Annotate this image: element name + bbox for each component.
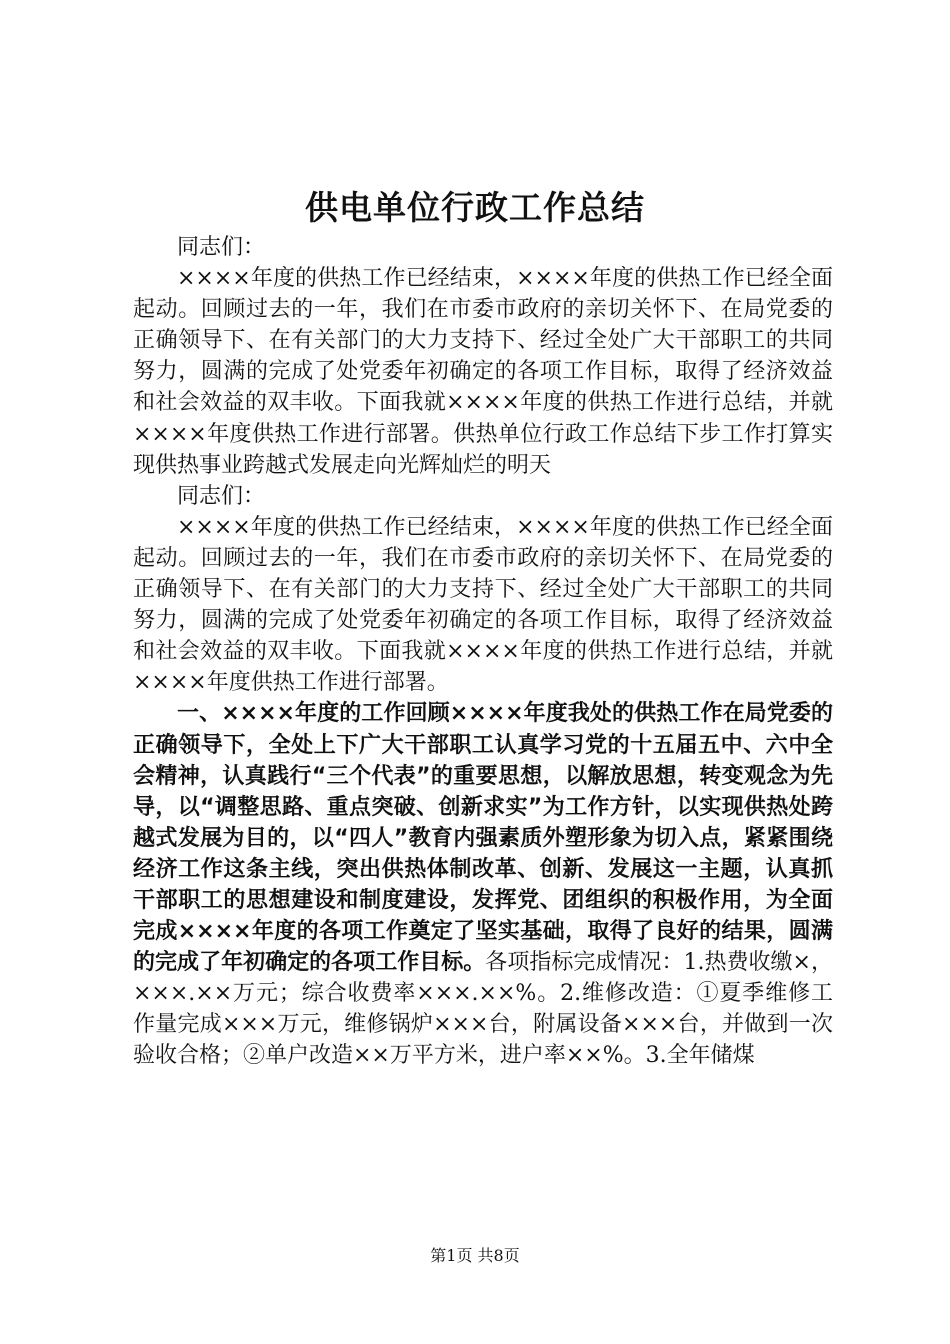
section-1-paragraph	[133, 698, 833, 1071]
paragraph-2: ××××年度的供热工作已经结束，××××年度的供热工作已经全面起动。回顾过去的一年，我们在市委市政府的亲切关怀下、在局党委的正确领导下、在有关部门的大力支持下、经过全处广大干部职工的共同努力，圆满的完成了处党委年初确定的各项工作目标，取得了经济效益和社会效益的双丰收。下面我就××××年度的供热工作进行总结，并就××××年度供热工作进行部署。	[133, 514, 833, 696]
document-body	[133, 232, 833, 1072]
page-title: 供电单位行政工作总结	[305, 188, 645, 227]
salutation-1: 同志们：	[177, 235, 266, 260]
page-footer: 第1页 共8页	[430, 1246, 520, 1265]
paragraph-1: ××××年度的供热工作已经结束，××××年度的供热工作已经全面起动。回顾过去的一年，我们在市委市政府的亲切关怀下、在局党委的正确领导下、在有关部门的大力支持下、经过全处广大干部职工的共同努力，圆满的完成了处党委年初确定的各项工作目标，取得了经济效益和社会效益的双丰收。下面我就××××年度的供热工作进行总结，并就××××年度供热工作进行部署。供热单位行政工作总结下步工作打算实现供热事业跨越式发展走向光辉灿烂的明天	[133, 266, 833, 478]
section-1-indicators-text: 各项指标完成情况：1.热费收缴×，×××.××万元；综合收费率×××.××%。2.维修改造：①夏季维修工作量完成×××万元，维修锅炉×××台，附属设备×××台，并做到一次验收合格；②单户改造××万平方米，进户率××%。3.全年储煤	[133, 950, 833, 1069]
salutation-2: 同志们：	[177, 483, 266, 509]
section-1-heading-text: 一、××××年度的工作回顾××××年度我处的供热工作在局党委的正确领导下，全处上下广大干部职工认真学习党的十五届五中、六中全会精神，认真践行“三个代表”的重要思想，以解放思想，转变观念为先导，以“调整思路、重点突破、创新求实”为工作方针，以实现供热处跨越式发展为目的，以“四人”教育内强素质外塑形象为切入点，紧紧围绕经济工作这条主线，突出供热体制改革、创新、发展这一主题，认真抓干部职工的思想建设和制度建设，发挥党、团组织的积极作用，为全面完成××××年度的各项工作奠定了坚实基础，取得了良好的结果，圆满的完成了年初确定的各项工作目标。	[133, 701, 833, 976]
